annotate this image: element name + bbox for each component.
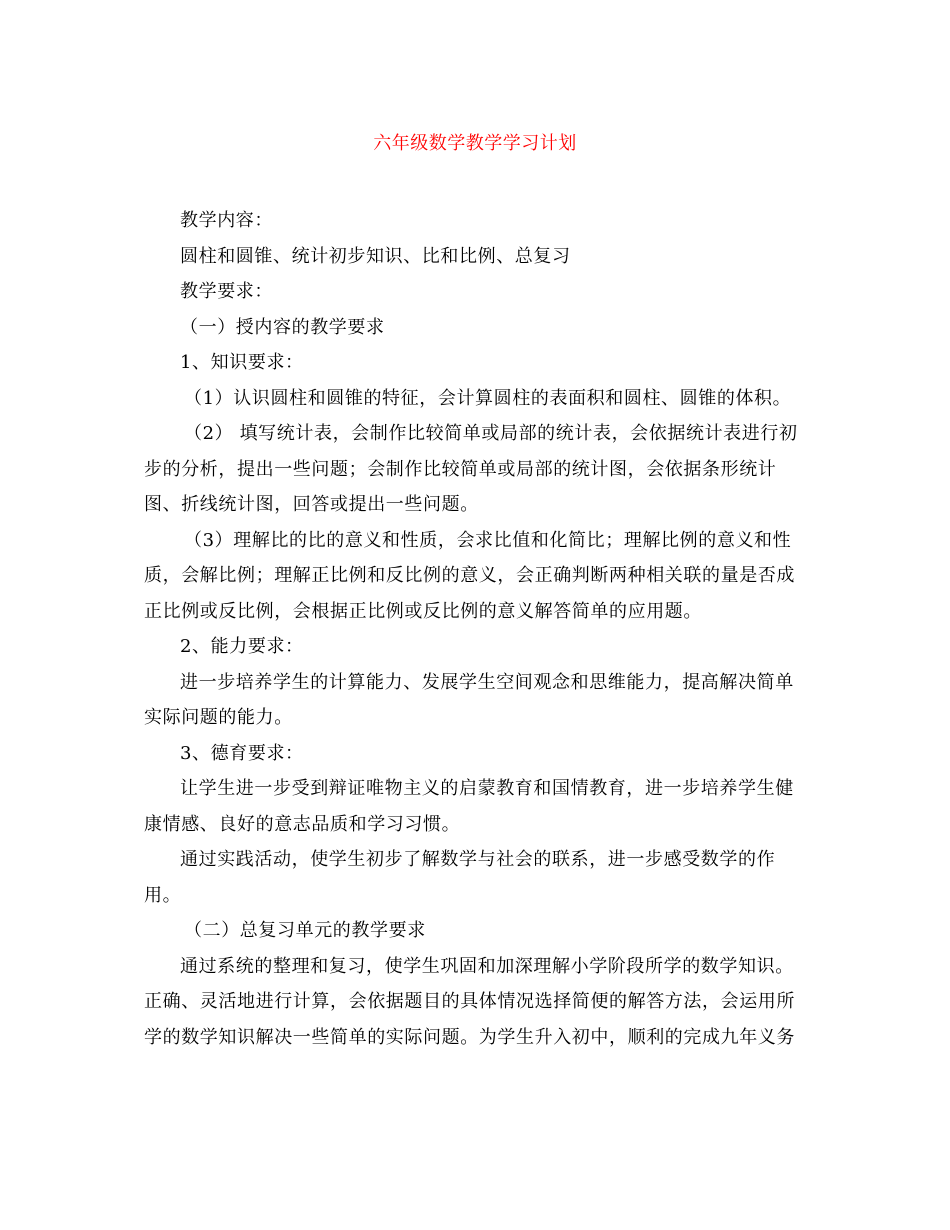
paragraph-knowledge-item-1: （1）认识圆柱和圆锥的特征，会计算圆柱的表面积和圆柱、圆锥的体积。: [184, 387, 792, 409]
paragraph-section-two-heading: （二）总复习单元的教学要求: [184, 920, 426, 941]
paragraph-ability-heading: 2、能力要求：: [180, 636, 304, 657]
paragraph-practice: 通过实践活动，使学生初步了解数学与社会的联系，进一步感受数学的作用。: [144, 849, 776, 906]
paragraph-knowledge-item-2: （2） 填写统计表，会制作比较简单或局部的统计表，会依据统计表进行初步的分析，提出一些问题；会制作比较简单或局部的统计图，会依据条形统计图、折线统计图，回答或提出一些问题。: [144, 423, 798, 515]
paragraph-teaching-content-heading: 教学内容：: [180, 210, 273, 231]
paragraph-knowledge-heading: 1、知识要求：: [180, 352, 304, 373]
paragraph-ability: 进一步培养学生的计算能力、发展学生空间观念和思维能力，提高解决简单实际问题的能力。: [144, 671, 794, 728]
paragraph-teaching-content: 圆柱和圆锥、统计初步知识、比和比例、总复习: [180, 245, 571, 267]
paragraph-review: 通过系统的整理和复习，使学生巩固和加深理解小学阶段所学的数学知识。正确、灵活地进行计算，会依据题目的具体情况选择简便的解答方法，会运用所学的数学知识解决一些简单的实际问题。为学生升入初中，顺利的完成九年义务: [144, 955, 795, 1048]
paragraph-moral-heading: 3、德育要求：: [180, 742, 304, 764]
paragraph-teaching-requirements-heading: 教学要求：: [180, 281, 273, 302]
paragraph-knowledge-item-3: （3）理解比的比的意义和性质，会求比值和化简比；理解比例的意义和性质，会解比例；理解正比例和反比例的意义，会正确判断两种相关联的量是否成正比例或反比例，会根据正比例或反比例的意义解答简单的应用题。: [144, 529, 795, 622]
paragraph-section-one-heading: （一）授内容的教学要求: [180, 316, 385, 338]
paragraph-moral: 让学生进一步受到辩证唯物主义的启蒙教育和国情教育，进一步培养学生健康情感、良好的意志品质和学习习惯。: [144, 778, 794, 835]
document-title: 六年级数学教学学习计划: [373, 133, 577, 154]
document-body: [144, 203, 804, 1055]
